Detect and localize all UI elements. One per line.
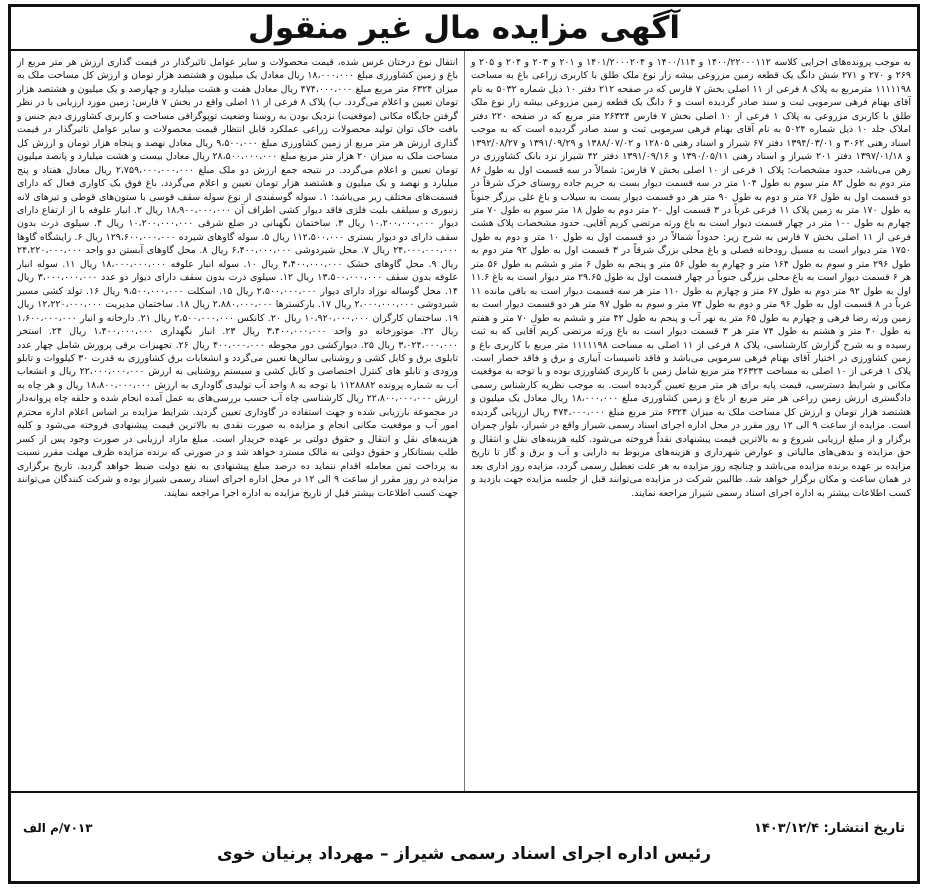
advertisement-code: ۷۰۱۳/م الف	[23, 821, 93, 835]
right-text-column	[464, 51, 917, 791]
officer-signature: رئیس اداره اجرای اسناد رسمی شیراز – مهرداد پرنیان خوی	[217, 844, 711, 864]
advertisement-body	[11, 51, 917, 791]
document-title: آگهی مزایده مال غیر منقول	[248, 10, 680, 46]
left-text-column	[11, 51, 464, 791]
advertisement-frame	[8, 4, 920, 884]
right-column-paragraph: به موجب پرونده‌های اجرایی کلاسه ۱۴۰۰/۲۲۰۰۰۱۱۲ و ۱۴۰۰/۱۱۴ و ۱۴۰۱/۲۰۰۰۲۰۴ و ۲۰۱ و ۲۰۳ و ۲۰۴ و ۲۰۵ و ۲۶۹ و ۲۷۰ و ۲۷۱ شش دانگ یک قطعه زمین مزروعی بیشه زار نوع ملک طلق با کاربری زراعی باغ به مساحت ۱۱۱۱۱۹۸ مترمربع به پلاک ۸ فرعی از ۱۱ اصلی بخش ۷ فارس که در صفحه ۲۱۲ دفتر ۱۰ ذیل شماره ۵۰۳۲ به نام آقای بهنام فرهی سرمویی ثبت و سند صادر گردیده است و ۶ دانگ یک قطعه زمین مزروعی بیشه زار نوع ملک طلق با کاربری مزروعی به پلاک ۱ فرعی از ۱۰ اصلی بخش ۷ فارس ۲۶۳۲۴ متر مربع که در صفحه ۲۲۰ دفتر املاک جلد ۱۰ ذیل شماره ۵۰۲۴ به نام آقای بهنام فرهی سرمویی ثبت و سند صادر گردیده است که به موجب اسناد رهنی ۳۰۶۲ و ۱۳۹۴/۰۳/۰۱ دفتر ۶۷ شیراز و اسناد رهنی ۱۲۸۰۵ و ۱۳۸۸/۰۷/۰۲ و ۱۳۹۱/۰۹/۲۹ و ۱۳۹۲/۰۸/۲۷ و ۱۳۹۷/۰۱/۱۸ دفتر ۲۰۱ شیراز و اسناد رهنی ۱۳۹۰/۰۵/۱۱ و ۱۳۹۱/۰۹/۱۶ دفتر ۴۲ شیراز نزد بانک کشاورزی در رهن می‌باشد، حدود مشخصات: پلاک ۱ فرعی از ۱۰ اصلی بخش ۷ فارس: شمالاً در سه قسمت اول به طول ۸۶ متر دوم به طول ۸۲ متر سوم به طول ۱۰۴ متر در سه قسمت دیوار بست به حریم جاده روستای خرک شرقاً در دو قسمت اول به طول ۷۶ متر و دوم به طول ۹۰ متر هر دو قسمت دیوار بست به سیلاب و باغ علی برزگر جنوباً به طول ۱۷۰ متر به زمین پلاک ۱۱ فرعی غرباً در ۳ قسمت اول ۲۰ متر دوم به طول ۱۸ متر سوم به طول ۷۰ متر چهارم به طول ۱۰۰ متر در چهار قسمت دیوار است به باغ ورثه مرتضی کریم آقایی. حدود مشخصات پلاک هشت فرعی از ۱۱ اصلی بخش ۷ فارس به شرح زیر: حدوداً شمالاً در دو قسمت اول به طول ۱۰ متر و دوم به طول ۱۷۵۰ متر دیوار است به مسیل رودخانه فصلی و باغ محلی بزرگ شرقاً در ۳ قسمت اول به طول ۹۲ متر دوم به طول ۲۹۶ متر و سوم به طول ۱۶۴ متر و چهارم به طول ۵۶ متر و پنجم به طول ۶ متر و ششم به طول ۵۶ متر هر ۶ قسمت دیوار است به باغ محلی بزرگی جنوباً در چهار قسمت اول به طول ۲۹.۶۵ متر دیوار است به باغ ۱۱.۶ اول به طول ۹۲ متر دوم به طول ۶۷ متر و چهارم به طول ۱۱۰ متر هر سه قسمت دیوار است به باقی مانده ۱۱ غرباً در ۸ قسمت اول به طول ۹۶ متر و دوم به طول ۷۴ متر و سوم به طول ۹۷ متر هر دو قسمت دیوار است به زمین ورثه رضا فرهی و چهارم به طول ۶۵ متر به نهر آب و پنجم به طول ۴۲ متر و ششم به طول ۷۰ متر و هفتم به طول ۴۰ متر و هشتم به طول ۷۴ متر هر ۳ قسمت دیوار است به باغ ورثه مرتضی کریم آقایی که به ثبت رسیده و به شرح گزارش کارشناسی، پلاک ۸ فرعی از ۱۱ اصلی به مساحت ۱۱۱۱۱۹۸ متر مربع با کاربری باغ و زمین کشاورزی در اختیار آقای بهنام فرهی سرمویی می‌باشد و فاقد تاسیسات آبیاری و برق و فاقد حصار است. پلاک ۱ فرعی از ۱۰ اصلی به مساحت ۲۶۳۲۴ متر مربع شامل زمین با کاربری کشاورزی بوده و با توجه به موقعیت مکانی و شرایط دسترسی، قیمت پایه برای هر متر مربع تعیین گردیده است. به موجب نظریه کارشناس رسمی دادگستری ارزش زمین زراعی هر متر مربع از باغ و زمین کشاورزی مبلغ ۱۸،۰۰۰،۰۰۰ ریال معادل یک میلیون و هشتصد هزار تومان و ارزش کل مساحت ملک به میزان ۶۳۲۴ متر مربع مبلغ ۴۷۴،۰۰۰،۰۰۰ ریال ارزیابی گردیده است. مزایده از ساعت ۹ الی ۱۲ روز مقرر در محل اداره اجرای اسناد رسمی شیراز واقع در شیراز، بلوار چمران برگزار و از مبلغ ارزیابی شروع و به بالاترین قیمت پیشنهادی نقداً فروخته می‌شود. کلیه هزینه‌های نقل و انتقال و حق مزایده و بدهی‌های مالیاتی و عوارض شهرداری و هزینه‌های مربوط به دارایی و آب و برق و گاز تا تاریخ مزایده بر عهده برنده مزایده می‌باشد و چنانچه روز مزایده به هر علت تعطیل رسمی گردد، مزایده روز اداری بعد در همان ساعت و مکان برگزار خواهد شد. طالبین شرکت در مزایده می‌توانند قبل از جلسه مزایده جهت بازدید و کسب اطلاعات بیشتر به اداره اجرای اسناد رسمی شیراز مراجعه نمایند.	[471, 57, 912, 499]
signature-box	[23, 821, 905, 864]
publish-row	[23, 821, 905, 836]
publish-date: تاریخ انتشار: ۱۴۰۳/۱۲/۴	[753, 821, 905, 836]
left-column-paragraph: انتقال نوع درختان غرس شده، قیمت محصولات و سایر عوامل تاثیرگذار در قیمت گذاری ارزش هر متر مربع از باغ و زمین کشاورزی مبلغ ۱۸،۰۰۰،۰۰۰ ریال معادل یک میلیون و هشتصد هزار تومان و ارزش کل مساحت ملک به میزان ۶۳۲۴ متر مربع مبلغ ۴۷۴،۰۰۰،۰۰۰ ریال معادل هفت و هشت میلیارد و چهارصد و یک میلیون و هشتصد هزار تومان تعیین و اعلام می‌گردد. ب) پلاک ۸ فرعی از ۱۱ اصلی واقع در بخش ۷ فارس: زمین مورد ارزیابی با در نظر گرفتن جایگاه مکانی (موقعیت) نزدیک بودن به روستا وضعیت توپوگرافی مساحت و کاربری کشاورزی دیم جنس و بافت خاک توان تولید محصولات زراعی عملکرد قابل انتظار قیمت محصولات و سایر عوامل تاثیرگذار در قیمت گذاری ارزش هر متر مربع از زمین کشاورزی مبلغ ۹،۵۰۰،۰۰۰ ریال معادل نهصد و پنجاه هزار تومان و ارزش کل مساحت ملک به میزان ۲۰ هزار متر مربع مبلغ ۲۸،۵۰۰،۰۰۰،۰۰۰ ریال معادل بیست و هشت میلیارد و پانصد میلیون تومان تعیین و اعلام می‌گردد. در نتیجه جمع ارزش دو ملک مبلغ ۲،۷۵۹،۰۰۰،۰۰۰،۰۰۰ ریال معادل هفتاد و پنج میلیارد و نهصد و یک میلیون و هشتصد هزار تومان تعیین و اعلام می‌گردد. باغ فوق یک کاواری فعال که دارای قسمت‌های مختلف زیر می‌باشد: ۱. سوله گوسفندی از نوع سوله سقف قوسی با ستون‌های قوطی و تیرهای لانه زنبوری و سیلقف بلیت فلزی فاقد دیوار کشی اطراف آن ۱۸،۹۰۰،۰۰۰،۰۰۰ ریال ۲. انبار علوفه با از ارتفاع دارای دیوار ۱۰،۲۰۰،۰۰۰،۰۰۰ ریال ۳. ساختمان نگهبانی در ضلع شرقی ۱۰،۲۰۰،۰۰۰،۰۰۰ ریال ۴. سیلوی ذرت بدون سقف دارای دو دیوار بستری ۱۱۲،۵۰۰،۰۰۰ ریال ۵. سوله گاوهای شیرده ۱۲۹،۶۰۰،۰۰۰،۰۰۰ ریال ۶. زایشگاه گاوها ۲۴،۰۰۰،۰۰۰،۰۰۰ ریال ۷. محل شیردوشی ۶،۴۰۰،۰۰۰،۰۰۰ ریال ۸. محل گاوهای آبستن دو واحد ۲۴،۲۲۰،۰۰۰،۰۰۰ ریال ۹. محل گاوهای خشک ۴،۴۰۰،۰۰۰،۰۰۰ ریال ۱۰. سوله انبار علوفه ۱۸،۰۰۰،۰۰۰،۰۰۰ ریال ۱۱. سوله انبار علوفه بدون سقف ۱۳،۵۰۰،۰۰۰،۰۰۰ ریال ۱۲. سیلوی ذرت بدون سقف دارای دیوار دو عدد ۳،۰۰۰،۰۰۰،۰۰۰ ریال ۱۴. محل گوساله نوزاد دارای دیوار ۲،۵۰۰،۰۰۰،۰۰۰ ریال ۱۵. اسکلت ۹،۵۰۰،۰۰۰،۰۰۰ ریال ۱۶. تولد کشی مسیر شیردوشی ۲،۰۰۰،۰۰۰،۰۰۰ ریال ۱۷. بارکسترها ۲،۸۸۰،۰۰۰،۰۰۰ ریال ۱۸. ساختمان مدیریت ۱۲،۲۲۰،۰۰۰،۰۰۰ ریال ۱۹. ساختمان کارگران ۱۰،۹۲۰،۰۰۰،۰۰۰ ریال ۲۰. کانکس ۲،۵۰۰،۰۰۰،۰۰۰ ریال ۲۱. دارخانه و انبار ۱،۶۰۰،۰۰۰،۰۰۰ ریال ۲۲. موتورخانه دو واحد ۳،۴۰۰،۰۰۰،۰۰۰ ریال ۲۳. انبار نگهداری ۱،۴۰۰،۰۰۰،۰۰۰ ریال ۲۴. استخر ۳،۰۲۴،۰۰۰،۰۰۰ ریال ۲۵. دیوارکشی دور محوطه ۴۰۰،۰۰۰،۰۰۰ ریال ۲۶. تجهیزات برقی پرورش شامل چهار عدد تابلوی برق و کابل کشی و روشنایی سالن‌ها تعیین می‌گردد و انشعابات برق کشاورزی به قدرت ۳۰ کیلووات و تابلو ورودی و تابلو های کنترل اختصاصی و کابل کشی و سیستم روشنایی به ارزش ۲۲،۰۰۰،۰۰۰،۰۰۰ ریال و انشعاب آب به شماره پرونده ۱۱۲۸۸۸۲ با توجه به ۸ واحد آب تولیدی گاوداری به ارزش ۱۸،۸۰۰،۰۰۰،۰۰۰ ریال و هر چاه به ارزش ۲۲،۸۰۰،۰۰۰،۰۰۰ ریال کارشناسی چاه آب حسب بررسی‌های به عمل آمده انجام شده و حلقه چاه پروانه‌دار در مجموعه بارزیابی شده و جهت استفاده در گاوداری تعیین گردید. شرایط مزایده بر اساس اعلام اداره محترم امور آب و موقعیت مکانی انجام و مزایده به صورت نقدی به بالاترین قیمت پیشنهادی فروخته می‌شود و کلیه هزینه‌های نقل و انتقال و حقوق دولتی بر عهده خریدار است. مبلغ مازاد ارزیابی در صورت وجود پس از کسر طلب بستانکار و حقوق دولتی به مالک مسترد خواهد شد و در صورتی که برنده مزایده ظرف مهلت مقرر نسبت به پرداخت ثمن معامله اقدام ننماید ده درصد مبلغ پیشنهادی به نفع دولت ضبط خواهد گردید. تاریخ برگزاری مزایده در روز مقرر از ساعت ۹ الی ۱۲ در محل اداره اجرای اسناد رسمی شیراز بوده و شرکت کنندگان می‌توانند جهت کسب اطلاعات بیشتر قبل از تاریخ مزایده به اداره اجرا مراجعه نمایند.	[17, 57, 459, 499]
signature-footer	[11, 791, 917, 884]
title-bar	[11, 7, 917, 51]
